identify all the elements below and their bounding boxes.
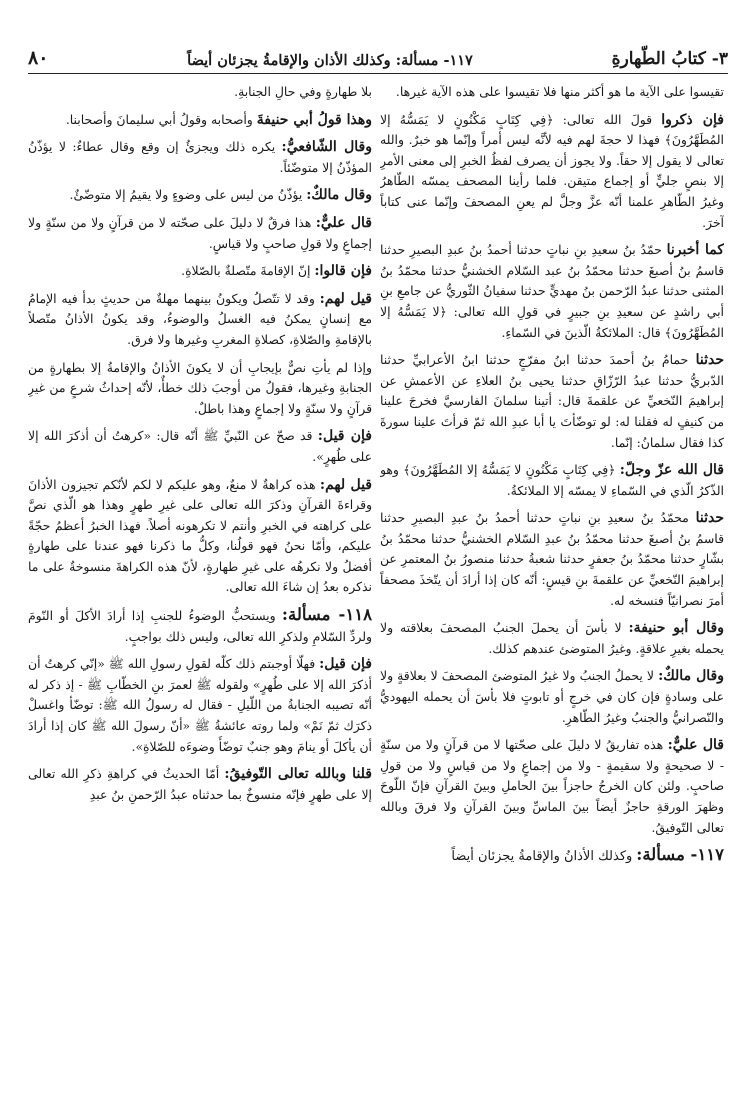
issue-heading (380, 845, 724, 868)
paragraph (28, 213, 372, 254)
paragraph-text: فهلّا أوجبتم ذلك كلّه لقولِ رسولِ الله ﷺ «إنّي كرهتُ أن أذكرَ الله إلا على طُهرٍ» ولقوله ﷺ لعمرَ بنِ الخطّابِ ﷺ - إذ ذكر له أنّه تصيبه الجنابةُ من اللّيلِ - فقال له رسولُ الله ﷺ: توضّأ واغسلْ ذكرَك ثمّ نَمْ» ولما روته عائشةُ ﷺ «أنّ رسولَ الله ﷺ كان إذا أرادَ أن يأكلَ أو ينامَ وهو جنبٌ توضّأَ وضوءَه للصّلاةِ». (28, 656, 372, 754)
paragraph-text: وأصحابه وقولُ أبي سليمانَ وأصحابنا. (65, 111, 253, 127)
issue-text: ويستحبُّ الوضوءُ للجنبِ إذا أرادَ الأكلَ أو النّومَ ولردِّ السّلامِ ولذكرِ الله تعالى، وليس ذلك بواجبٍ. (28, 608, 372, 644)
paragraph-text: هذه تفاريقُ لا دليلَ على صحّتها لا من قرآنٍ ولا من سنّةٍ - لا صحيحةٍ ولا سقيمةٍ - ولا من إجماعٍ ولا من قياسٍ ولا من قولِ صاحبٍ. ولئن كان الخرجُ حاجزاً بينَ الحاملِ وبينَ القرآنِ فإنّ اللّوحَ وظهرَ الورقةِ حاجزٌ أيضاً بينَ الماسِّ وبينَ القرآنِ ولا فرقَ وبالله تعالى التّوفيقُ. (380, 737, 724, 835)
book-title: ٣- كتابُ الطّهارةِ (611, 49, 728, 69)
paragraph-lead: فإن قيل: (317, 428, 372, 445)
paragraph-text: هذه كراهةٌ لا منعٌ، وهو عليكم لا لكم لأنّكم تجيزون الأذانَ وقراءةَ القرآنِ وذكرَ الله تعالى على غيرِ طهرٍ وهذا هو الّذي نصَّ على كراهته في الخبرِ وأنتم لا تكرهونه أصلاً. فهذا الخبرُ أعظمُ حجّةً عليكم، وأمّا نحنُ فهو قولُنا، وكلُّ ما ذكرنا فهو عندنا على طهارةٍ أفضلُ ولا نكرهُه على غيرِ طهارةٍ، لأنّ هذه الكراهةَ منسوخةٌ على ما نذكره بعدُ إن شاءَ الله تعالى. (28, 476, 372, 595)
paragraph (28, 185, 372, 206)
paragraph (380, 350, 724, 453)
paragraph-lead: فإن قالوا: (314, 263, 372, 280)
paragraph (380, 735, 724, 838)
issue-number: ١١٨- مسألة: (281, 605, 372, 625)
paragraph-lead: حدثنا (695, 352, 724, 369)
paragraph-text: لا يحملُ الجنبُ ولا غيرُ المتوضئ المصحفَ لا بعلاقةٍ ولا على وسادةٍ فإن كان في خرجٍ أو تابوتٍ فلا بأسَ أن يحمله اليهوديُّ والنّصرانيُّ والجنبُ وغيرُ الطّاهرِ. (380, 668, 724, 725)
paragraph-lead: قال عليٌّ: (315, 214, 372, 231)
paragraph-text: أمّا الحديثُ في كراهةِ ذكرِ الله تعالى إلا على طهرٍ فإنّه منسوخٌ بما حدثناه عبدُ الرّحمنِ بنُ عبدِ (28, 766, 372, 802)
paragraph-text: حمّدُ بنُ سعيدِ بنِ نباتٍ حدثنا أحمدُ بنُ عبدِ البصيرِ حدثنا قاسمُ بنُ أصبغَ حدثنا محمّدُ بنُ عبد السّلام الخشنيُّ حدثنا محمّدُ بنُ المثنى حدثنا عبدُ الرّحمن بنُ مهديٍّ حدثنا سفيانُ الثّوريُّ عن جامعِ بنِ أبي راشدٍ عن سعيدِ بنِ جبيرٍ في قولِ الله تعالى: ﴿لا يَمَسُّهُ إلا المُطَهَّرُونَ﴾ قال: الملائكةُ الّذينَ في السّماءِ. (380, 242, 724, 340)
issue-title: وكذلك الأذانُ والإقامةُ يجزئان أيضاً (451, 849, 633, 865)
paragraph-lead: قال الله عزّ وجلّ: (619, 462, 724, 479)
paragraph (28, 426, 372, 467)
paragraph (28, 764, 372, 805)
paragraph (28, 110, 372, 131)
paragraph (28, 82, 372, 103)
paragraph-text: ﴿فِي كِتَابٍ مَكْنُونٍ لا يَمَسُّهُ إلا المُطَهَّرُونَ﴾ وهو الذّكرُ الّذي في السّماءِ لا يمسّه إلا الملائكةُ. (380, 462, 724, 498)
paragraph (28, 654, 372, 757)
paragraph (380, 110, 724, 234)
right-column (380, 82, 724, 1102)
page-number: ٨٠ (28, 47, 49, 69)
paragraph-text: وقد لا تتّصلُ ويكونُ بينهما مهلةٌ من حديثٍ بدأ فيه الإمامُ مع إنسانٍ يمكنُ فيه الغسلُ والوضوءُ، وقد يكونُ الأذانُ متّصلاً بالإقامةِ والصّلاةِ، كصلاةِ المغربِ وغيرها ولا فرق. (28, 290, 372, 347)
paragraph-lead: قيل لهم: (319, 290, 372, 307)
issue-heading (28, 605, 372, 647)
paragraph-text: بلا طهارةٍ وفي حالِ الجنابةِ. (234, 84, 372, 99)
paragraph (380, 240, 724, 343)
paragraph-text: هذا فرقٌ لا دليلَ على صحّته لا من قرآنٍ ولا من سنّةٍ ولا إجماعٍ ولا قولِ صاحبٍ ولا قياسٍ. (28, 214, 372, 251)
paragraph-text: إنّ الإقامةَ متّصلةٌ بالصّلاةِ. (181, 263, 311, 279)
paragraph-lead: حدثنا (695, 510, 724, 527)
issue-number: ١١٧- مسألة: (636, 845, 724, 865)
paragraph-lead: وهذا قولُ أبي حنيفةَ (256, 111, 372, 128)
paragraph-lead: قلنا وبالله تعالى التّوفيقُ: (224, 766, 372, 783)
paragraph-lead: كما أخبرنا (666, 242, 724, 259)
paragraph-text: حمامُ بنُ أحمدَ حدثنا ابنُ مفرّجٍ حدثنا ابنُ الأعرابيِّ حدثنا الدّبريُّ حدثنا عبدُ الرّزّاقِ حدثنا يحيى بنُ العلاءِ عن الأعمشِ عن إبراهيمَ النّخعيِّ عن علقمةَ قال: أتينا سلمانَ الفارسيَّ فخرجَ علينا من كنيفٍ له فقلنا له: لو توضّأتَ يا أبا عبدِ الله ثمّ قرأتَ علينا سورةَ كذا فقال سلمانُ: إنّما. (380, 352, 724, 450)
paragraph-text: محمّدُ بنُ سعيدِ بنِ نباتٍ حدثنا أحمدُ بنُ عبدِ البصيرِ حدثنا قاسمُ بنُ أصبغَ حدثنا محمّدُ بنُ عبدِ السّلام الخشنيُّ حدثنا محمّدُ بنُ بشّارٍ حدثنا محمّدُ بنُ جعفرٍ حدثنا شعبةُ حدثنا منصورُ بنُ المعتمرِ عن إبراهيمَ النّخعيِّ عن علقمةَ بنِ قيسٍ: أنّه كان إذا أرادَ أن يتّخذَ مصحفاً أمرَ نصرانيّاً فنسخه له. (380, 510, 724, 608)
paragraph-text: وإذا لم يأتِ نصٌّ بإيجابِ أن لا يكونَ الأذانُ والإقامةُ إلا بطهارةٍ من الجنابةِ وغيرها، فقولُ من أوجبَ ذلك خطأٌ، لأنّه إحداثُ شرعٍ من غيرِ قرآنٍ ولا سنّةٍ ولا إجماعٍ وهذا باطلٌ. (28, 359, 372, 416)
running-section-title: ١١٧- مسألة: وكذلك الأذان والإقامةُ يجزئان أيضاً (187, 52, 473, 69)
paragraph (28, 289, 372, 351)
paragraph (28, 261, 372, 282)
paragraph (380, 82, 724, 103)
paragraph-lead: قيل لهم: (319, 476, 372, 493)
paragraph-text: قولَ الله تعالى: ﴿فِي كِتَابٍ مَكْنُونٍ لا يَمَسُّهُ إلا المُطَهَّرُونَ﴾ فهذا لا حجةَ لهم فيه لأنَّه ليس أمراً وإنّما هو خبرٌ. والله تعالى لا يقول إلا حقاً. ولا يجوز أن يصرف لفظُ الخبرِ إلى معنى الأمرِ إلا بنصٍ جليٍّ أو إجماع متيقن. فلما رأينا المصحف يمسّه الطّاهرُ وغيرُ الطّاهرِ علمنا أنّه عزَّ وجلَّ لم يعنِ المصحفَ وإنّما عنى كتاباً آخرَ. (380, 111, 724, 230)
paragraph-text: لا بأسَ أن يحملَ الجنبُ المصحفَ بعلاقته ولا يحمله بغيرِ علاقةٍ. وغيرُ المتوضئ عندهم كذلك. (380, 620, 724, 656)
paragraph-text: يؤذّنُ من ليس على وضوءٍ ولا يقيمُ إلا متوضّئٌ. (69, 187, 303, 203)
paragraph (380, 666, 724, 728)
paragraph-lead: وقال الشّافعيُّ: (281, 139, 372, 156)
paragraph-lead: قال عليٌّ: (667, 737, 724, 754)
paragraph-text: يكره ذلك ويجزئُ إن وقع وقال عطاءٌ: لا يؤذّنُ المؤذّنُ إلا متوضّئاً. (28, 139, 372, 175)
paragraph (380, 508, 724, 611)
paragraph (28, 137, 372, 178)
page-header (28, 40, 728, 74)
paragraph-lead: فإن قيل: (319, 656, 372, 673)
paragraph-lead: وقال مالكٌ: (306, 187, 372, 204)
paragraph (28, 475, 372, 599)
paragraph-lead: فإن ذكروا (661, 111, 724, 128)
paragraph-lead: وقال أبو حنيفة: (628, 620, 724, 637)
left-column (28, 82, 372, 1102)
paragraph (28, 358, 372, 420)
paragraph (380, 618, 724, 659)
paragraph-text: قد صحّ عن النّبيِّ ﷺ أنّه قال: «كرهتُ أن أذكرَ الله إلا على طُهرٍ». (28, 428, 372, 464)
paragraph-text: تقيسوا على الآية ما هو أكثر منها فلا تقيسوا على هذه الآية غيرها. (395, 84, 724, 99)
paragraph (380, 460, 724, 501)
paragraph-lead: وقال مالكٌ: (658, 668, 724, 685)
